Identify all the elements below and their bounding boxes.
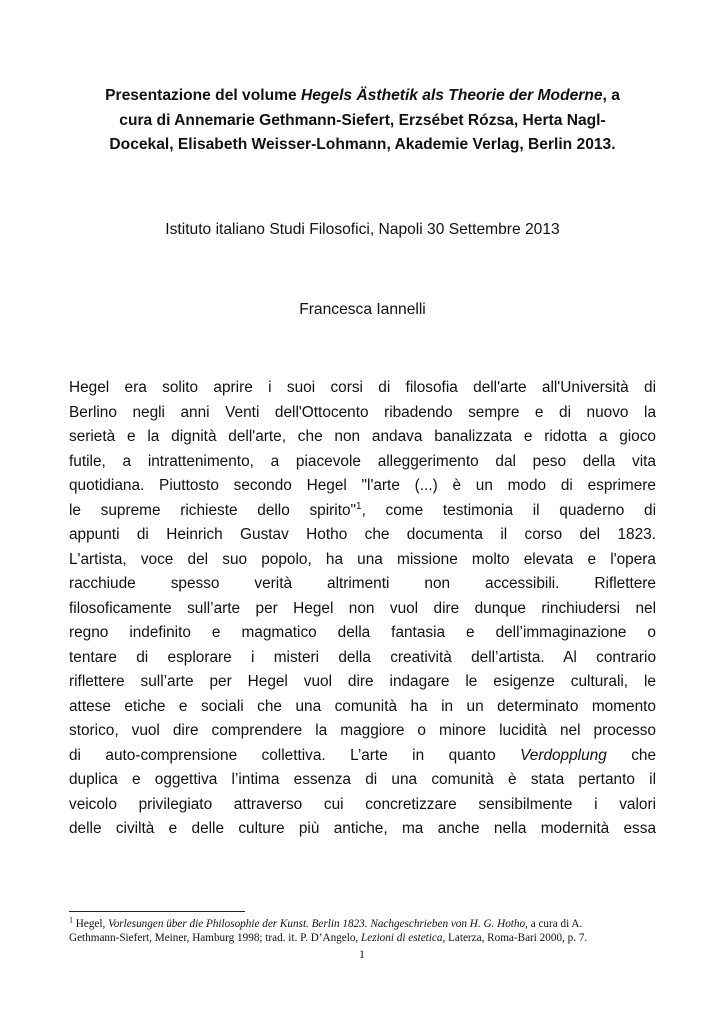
body-line-part: di auto-comprensione collettiva. L’arte in quanto — [69, 746, 521, 764]
body-paragraph — [69, 376, 656, 842]
title-prefix: Presentazione del volume — [105, 87, 301, 104]
body-line: attese etiche e sociali che una comunità ha in un determinato momento — [69, 697, 656, 715]
venue-line: Istituto italiano Studi Filosofici, Napoli 30 Settembre 2013 — [165, 221, 560, 238]
footnote-text: Laterza, Roma-Bari 2000, p. 7. — [445, 932, 588, 944]
title-suffix: , a — [602, 87, 620, 104]
footnote-title: Vorlesungen über die Philosophie der Kunst. Berlin 1823. Nachgeschrieben von H. G. Hotho — [108, 918, 526, 930]
document-title — [70, 84, 655, 158]
title-editors-line: cura di Annemarie Gethmann-Siefert, Erzsébet Rózsa, Herta Nagl- — [119, 111, 606, 129]
body-line: veicolo privilegiato attraverso cui concretizzare sensibilmente i valori — [69, 795, 656, 813]
body-line-part: le supreme richieste dello spirito" — [69, 501, 357, 519]
body-line: Berlino negli anni Venti dell'Ottocento ribadendo sempre e di nuovo la — [69, 403, 656, 421]
footnote-text: Gethmann-Siefert, Meiner, Hamburg 1998; trad. it. P. D’Angelo, — [69, 932, 362, 944]
body-line: L'artista, voce del suo popolo, ha una missione molto elevata e l'opera — [69, 550, 656, 568]
body-line-part: che — [606, 746, 657, 764]
body-line: futile, a intrattenimento, a piacevole alleggerimento dal peso della vita — [69, 452, 656, 470]
body-line: Hegel era solito aprire i suoi corsi di filosofia dell'arte all'Università di — [69, 379, 656, 396]
footnote — [69, 917, 659, 945]
body-line: delle civiltà e delle culture più antiche, ma anche nella modernità essa — [69, 820, 656, 837]
footnote-marker: 1 — [69, 915, 73, 925]
title-book-name: Hegels Ästhetik als Theorie der Moderne — [300, 87, 603, 104]
footnote-translation-title: Lezioni di estetica, — [361, 932, 446, 944]
body-line: riflettere sull’arte per Hegel vuol dire indagare le esigenze culturali, le — [69, 673, 656, 690]
body-line: storico, vuol dire comprendere la maggiore o minore lucidità nel processo — [69, 722, 656, 739]
footnote-separator — [69, 911, 245, 912]
body-line-part: , come testimonia il quaderno di — [361, 501, 656, 519]
body-line: tentare di esplorare i misteri della creatività dell’artista. Al contrario — [69, 648, 656, 666]
author-name: Francesca Iannelli — [299, 301, 426, 318]
body-line: regno indefinito e magmatico della fantasia e dell’immaginazione o — [69, 624, 656, 641]
footnote-reference[interactable]: 1 — [356, 500, 362, 512]
body-line: serietà e la dignità dell'arte, che non andava banalizzata e ridotta a gioco — [69, 428, 656, 445]
footnote-text: , a cura di A. — [525, 918, 583, 930]
page-number: 1 — [359, 949, 365, 961]
body-line: appunti di Heinrich Gustav Hotho che documenta il corso del 1823. — [69, 526, 656, 543]
body-line: racchiude spesso verità altrimenti non accessibili. Riflettere — [69, 575, 656, 592]
body-line: quotidiana. Piuttosto secondo Hegel "l'arte (...) è un modo di esprimere — [69, 477, 656, 494]
footnote-text: Hegel, — [73, 918, 109, 930]
body-line — [69, 499, 656, 524]
body-line — [69, 744, 656, 769]
title-publisher-line: Docekal, Elisabeth Weisser-Lohmann, Akademie Verlag, Berlin 2013. — [109, 136, 616, 153]
body-line: duplica e oggettiva l’intima essenza di una comunità è stata pertanto il — [69, 771, 656, 788]
body-emphasis: Verdopplung — [520, 746, 607, 764]
body-line: filosoficamente sull’arte per Hegel non vuol dire dunque rinchiudersi nel — [69, 599, 656, 617]
